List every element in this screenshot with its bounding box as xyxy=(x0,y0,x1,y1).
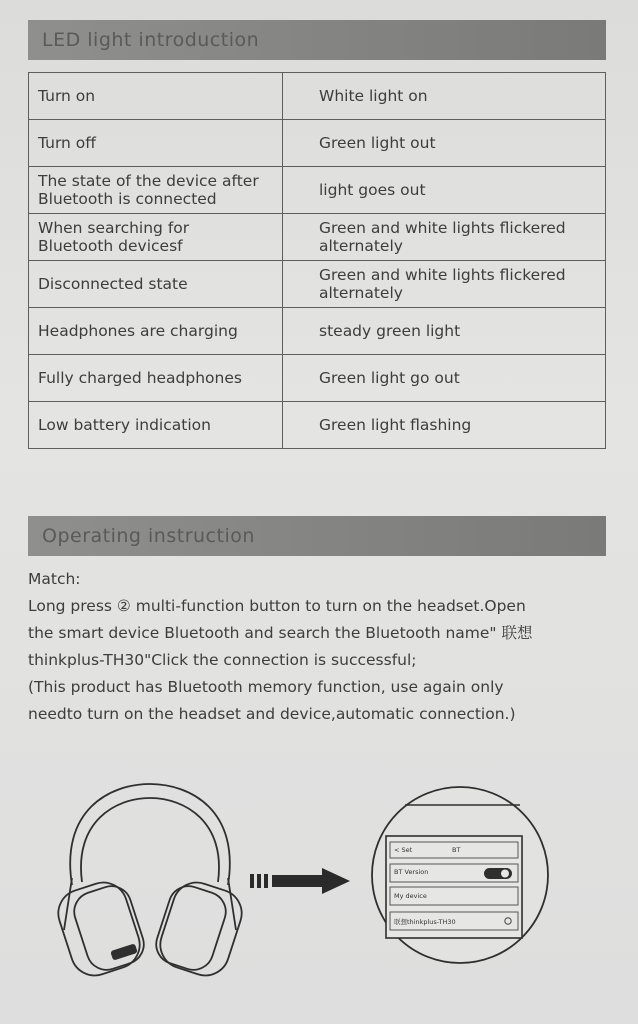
led-table-row xyxy=(29,308,606,355)
led-table-row xyxy=(29,261,606,308)
led-state-cell: Headphones are charging xyxy=(29,308,283,355)
my-device-label: My device xyxy=(394,892,427,900)
led-table-row xyxy=(29,120,606,167)
led-table-row xyxy=(29,214,606,261)
instruction-line: thinkplus-TH30"Click the connection is successful; xyxy=(28,651,417,669)
led-section-header xyxy=(28,20,606,60)
led-state-cell: When searching for Bluetooth devicesf xyxy=(29,214,283,261)
led-light-cell: White light on xyxy=(283,73,606,120)
led-table xyxy=(28,72,606,449)
led-state-cell: Turn off xyxy=(29,120,283,167)
phone-header-label: BT xyxy=(452,846,461,854)
operating-section-title: Operating instruction xyxy=(42,525,255,547)
phone-back-label: < Set xyxy=(394,846,413,854)
bt-version-label: BT Version xyxy=(394,868,429,876)
operating-section-header xyxy=(28,516,606,556)
led-state-cell: Fully charged headphones xyxy=(29,355,283,402)
led-light-cell: Green light go out xyxy=(283,355,606,402)
led-section-title: LED light introduction xyxy=(42,29,260,51)
led-table-row xyxy=(29,402,606,449)
instruction-line: Long press ② multi-function button to turn on the headset.Open xyxy=(28,597,526,615)
led-state-cell: Low battery indication xyxy=(29,402,283,449)
instruction-line: (This product has Bluetooth memory function, use again only xyxy=(28,678,504,696)
led-light-cell: steady green light xyxy=(283,308,606,355)
led-light-cell: light goes out xyxy=(283,167,606,214)
instruction-line: Match: xyxy=(28,570,81,588)
instruction-line: the smart device Bluetooth and search the Bluetooth name" 联想 xyxy=(28,624,533,642)
operating-instructions xyxy=(28,566,608,728)
device-name-label: 联想thinkplus-TH30 xyxy=(394,918,456,926)
led-table-row xyxy=(29,167,606,214)
led-state-cell: Turn on xyxy=(29,73,283,120)
pairing-illustration xyxy=(0,770,638,1000)
led-light-cell: Green light flashing xyxy=(283,402,606,449)
led-light-cell: Green and white lights flickered alternately xyxy=(283,261,606,308)
led-light-cell: Green light out xyxy=(283,120,606,167)
headphones-icon xyxy=(52,784,248,982)
arrow-right-icon xyxy=(250,868,350,894)
led-state-cell: Disconnected state xyxy=(29,261,283,308)
instruction-line: needto turn on the headset and device,automatic connection.) xyxy=(28,705,516,723)
led-table-row xyxy=(29,355,606,402)
led-state-cell: The state of the device after Bluetooth is connected xyxy=(29,167,283,214)
led-light-cell: Green and white lights flickered alternately xyxy=(283,214,606,261)
led-table-row xyxy=(29,73,606,120)
